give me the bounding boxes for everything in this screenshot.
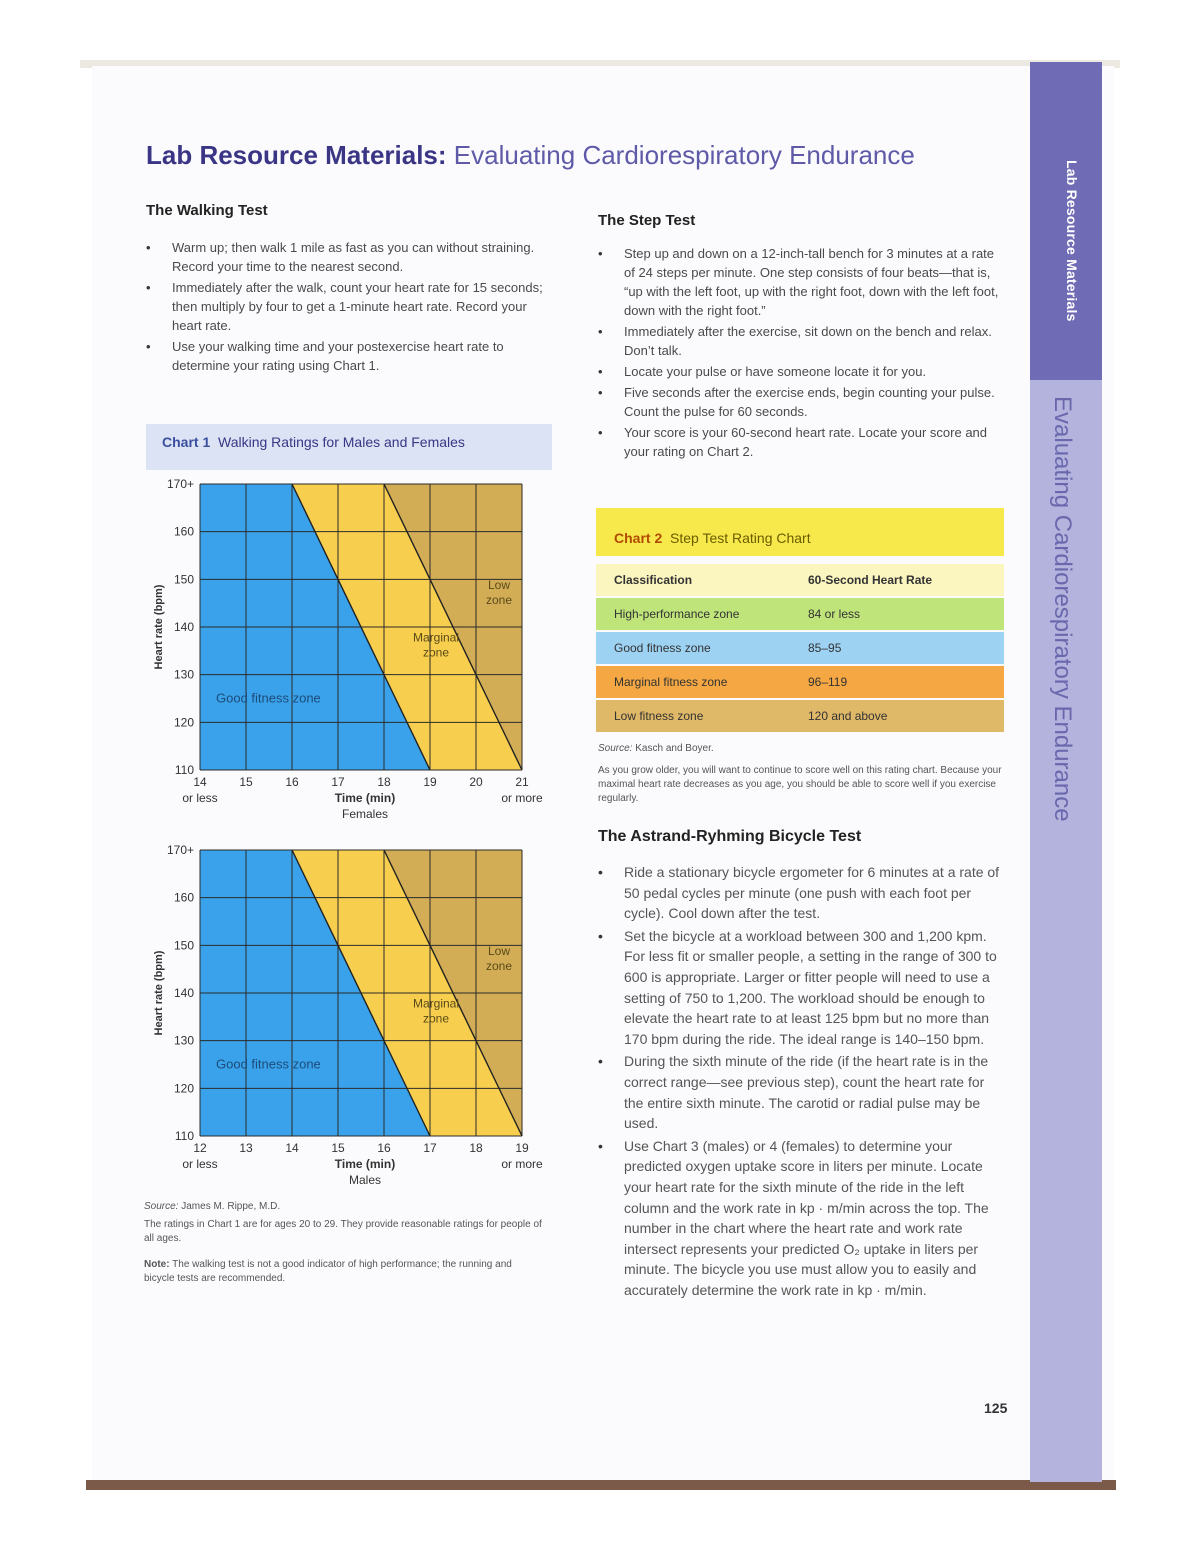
step-test-chart — [596, 508, 1004, 736]
source-text: James M. Rippe, M.D. — [181, 1201, 281, 1212]
title-bold: Lab Resource Materials: — [146, 140, 447, 170]
table-row — [596, 666, 1004, 698]
sidebar-label-top: Lab Resource Materials — [1064, 160, 1080, 322]
zone-label-low: Low — [487, 577, 511, 592]
page-number: 125 — [984, 1400, 1008, 1416]
chart1-caption — [162, 434, 465, 450]
walking-chart-males — [140, 836, 560, 1196]
x-tick-sublabel: or less — [182, 1157, 218, 1171]
y-tick-label: 140 — [173, 986, 194, 1000]
chart2-note: As you grow older, you will want to continue to score well on this rating chart. Because your maximal heart rate decreases as you age, you should be able to score well if you exercise regularly. — [598, 765, 1002, 804]
step-test-list — [598, 244, 1006, 463]
y-axis-label: Heart rate (bpm) — [153, 584, 165, 670]
chart2-caption — [614, 530, 811, 546]
y-tick-label: 160 — [173, 524, 194, 539]
zone-label-low: zone — [485, 592, 513, 607]
x-axis-label: Time (min) — [334, 1157, 396, 1171]
list-item: • Immediately after the walk, count your heart rate for 15 seconds; then multiply by four to get a 1-minute heart rate. Record your heart rate. — [146, 278, 546, 335]
zone-chart-svg — [140, 836, 560, 1196]
x-tick-label: 14 — [193, 775, 207, 789]
list-item: • Warm up; then walk 1 mile as fast as you can without straining. Record your time to the nearest second. — [146, 238, 546, 276]
x-tick-label: 15 — [331, 1141, 345, 1155]
y-axis-label: Heart rate (bpm) — [153, 950, 165, 1036]
x-tick-label: 19 — [515, 1141, 529, 1155]
y-tick-label: 130 — [173, 1033, 194, 1048]
chart2-label: Chart 2 — [614, 530, 663, 546]
list-item: • Step up and down on a 12-inch-tall bench for 3 minutes at a rate of 24 steps per minute. One step consists of four beats—that is, “up with the left foot, up with the right foot, down with the left foot, down with the right foot.” — [598, 244, 1006, 320]
zone-label-good: Good fitness zone — [216, 690, 321, 706]
chart1-title: Walking Ratings for Males and Females — [218, 434, 465, 450]
zone-label-marginal: zone — [422, 645, 450, 660]
page-edge-bottom — [86, 1480, 1116, 1490]
chart1-ratings-note: The ratings in Chart 1 are for ages 20 to 29. They provide reasonable ratings for people of all ages. — [144, 1219, 542, 1244]
y-tick-label: 110 — [174, 1129, 194, 1143]
chart1-label: Chart 1 — [162, 434, 211, 450]
list-item: • Use Chart 3 (males) or 4 (females) to determine your predicted oxygen uptake score in liters per minute. Locate your heart rate for the sixth minute of the ride in the left column and the work rate in kp · m/min across the top. The number in the chart where the heart rate and work rate intersect represents your predicted O₂ uptake in liters per minute. The bicycle you use must allow you to easily and accurately determine the work rate in kp · m/min. — [598, 1136, 1006, 1301]
list-item: • Ride a stationary bicycle ergometer for 6 minutes at a rate of 50 pedal cycles per minute (one push with each foot per cycle). Cool down after the test. — [598, 862, 1006, 924]
y-tick-label: 150 — [173, 572, 194, 587]
y-tick-label: 120 — [173, 1081, 194, 1096]
chart1-note — [144, 1258, 544, 1286]
list-item: • Your score is your 60-second heart rate. Locate your score and your rating on Chart 2. — [598, 423, 1006, 461]
x-axis-label: Time (min) — [334, 791, 396, 805]
table-row — [596, 598, 1004, 630]
zone-label-marginal: Marginal — [412, 630, 460, 645]
table-row — [596, 632, 1004, 664]
list-item: • Five seconds after the exercise ends, begin counting your pulse. Count the pulse for 60 seconds. — [598, 383, 1006, 421]
classification-cell: Marginal fitness zone — [614, 675, 728, 689]
rate-cell: 96–119 — [808, 675, 848, 689]
zone-label-marginal: Marginal — [412, 996, 460, 1011]
zone-label-good: Good fitness zone — [216, 1056, 321, 1072]
walking-test-list — [146, 238, 546, 377]
note-label: Note: — [144, 1259, 170, 1270]
zone-label-low: Low — [487, 943, 511, 958]
x-tick-label: 16 — [285, 775, 299, 789]
column-header: 60-Second Heart Rate — [808, 573, 933, 587]
x-tick-label: 16 — [377, 1141, 391, 1155]
x-tick-sublabel: or more — [501, 791, 543, 805]
x-tick-sublabel: or more — [501, 1157, 543, 1171]
table-row — [596, 700, 1004, 732]
page-title — [146, 140, 1006, 171]
zone-chart-svg — [140, 470, 560, 830]
chart1-header — [146, 424, 552, 470]
list-item: • During the sixth minute of the ride (if the heart rate is in the correct range—see previous step), count the heart rate for the entire sixth minute. The carotid or radial pulse may be used. — [598, 1051, 1006, 1133]
chart-sex-label: Males — [348, 1173, 382, 1187]
rate-cell: 85–95 — [808, 641, 842, 655]
x-tick-label: 17 — [331, 775, 345, 789]
chart2-title: Step Test Rating Chart — [670, 530, 811, 546]
chart2-header — [596, 508, 1004, 556]
classification-cell: High-performance zone — [614, 607, 740, 621]
y-tick-label: 150 — [173, 938, 194, 953]
x-tick-label: 12 — [193, 1141, 207, 1155]
chart2-source — [598, 742, 1008, 756]
rate-cell: 84 or less — [808, 607, 861, 621]
y-tick-label: 140 — [173, 620, 194, 634]
source-text: Kasch and Boyer. — [635, 743, 714, 754]
classification-cell: Low fitness zone — [614, 709, 704, 723]
zone-label-marginal: zone — [422, 1011, 450, 1026]
zone-label-low: zone — [485, 958, 513, 973]
x-tick-label: 21 — [515, 775, 529, 789]
walking-chart-females — [140, 470, 560, 830]
source-label: Source: — [144, 1201, 179, 1212]
y-tick-label: 110 — [174, 763, 194, 777]
list-item: • Set the bicycle at a workload between 300 and 1,200 kpm. For less fit or smaller people, a setting in the range of 300 to 600 is appropriate. Larger or fitter people will need to use a setting of 750 to 1,200. The workload should be enough to elevate the heart rate to at least 125 bpm but no more than 170 bpm during the ride. The ideal range is 140–150 bpm. — [598, 926, 1006, 1050]
note-text: The walking test is not a good indicator of high performance; the running and bicycle tests are recommended. — [144, 1259, 512, 1284]
bicycle-test-list — [598, 862, 1006, 1302]
sidebar-label-main: Evaluating Cardiorespiratory Endurance — [1049, 396, 1076, 822]
x-tick-label: 17 — [423, 1141, 437, 1155]
classification-cell: Good fitness zone — [614, 641, 711, 655]
list-item: • Locate your pulse or have someone locate it for you. — [598, 362, 1006, 381]
chart2-column-header — [596, 564, 1004, 596]
bicycle-test-heading: The Astrand-Ryhming Bicycle Test — [598, 828, 862, 845]
y-tick-label: 130 — [173, 667, 194, 682]
x-tick-label: 14 — [285, 1141, 299, 1155]
y-tick-label: 120 — [173, 715, 194, 730]
y-tick-label: 170+ — [166, 477, 194, 491]
x-tick-label: 15 — [239, 775, 253, 789]
column-header: Classification — [614, 573, 693, 587]
walking-test-heading: The Walking Test — [146, 202, 268, 219]
x-tick-label: 20 — [469, 775, 483, 789]
y-tick-label: 160 — [173, 890, 194, 905]
x-tick-label: 13 — [239, 1141, 253, 1155]
rate-cell: 120 and above — [808, 709, 888, 723]
x-tick-label: 19 — [423, 775, 437, 789]
chart1-source — [144, 1200, 544, 1214]
x-tick-label: 18 — [377, 775, 391, 789]
source-label: Source: — [598, 743, 633, 754]
step-test-heading: The Step Test — [598, 212, 696, 229]
x-tick-label: 18 — [469, 1141, 483, 1155]
x-tick-sublabel: or less — [182, 791, 218, 805]
title-rest: Evaluating Cardiorespiratory Endurance — [453, 140, 915, 170]
list-item: • Immediately after the exercise, sit down on the bench and relax. Don’t talk. — [598, 322, 1006, 360]
y-tick-label: 170+ — [166, 843, 194, 857]
chart-sex-label: Females — [341, 807, 389, 821]
list-item: • Use your walking time and your postexercise heart rate to determine your rating using Chart 1. — [146, 337, 546, 375]
